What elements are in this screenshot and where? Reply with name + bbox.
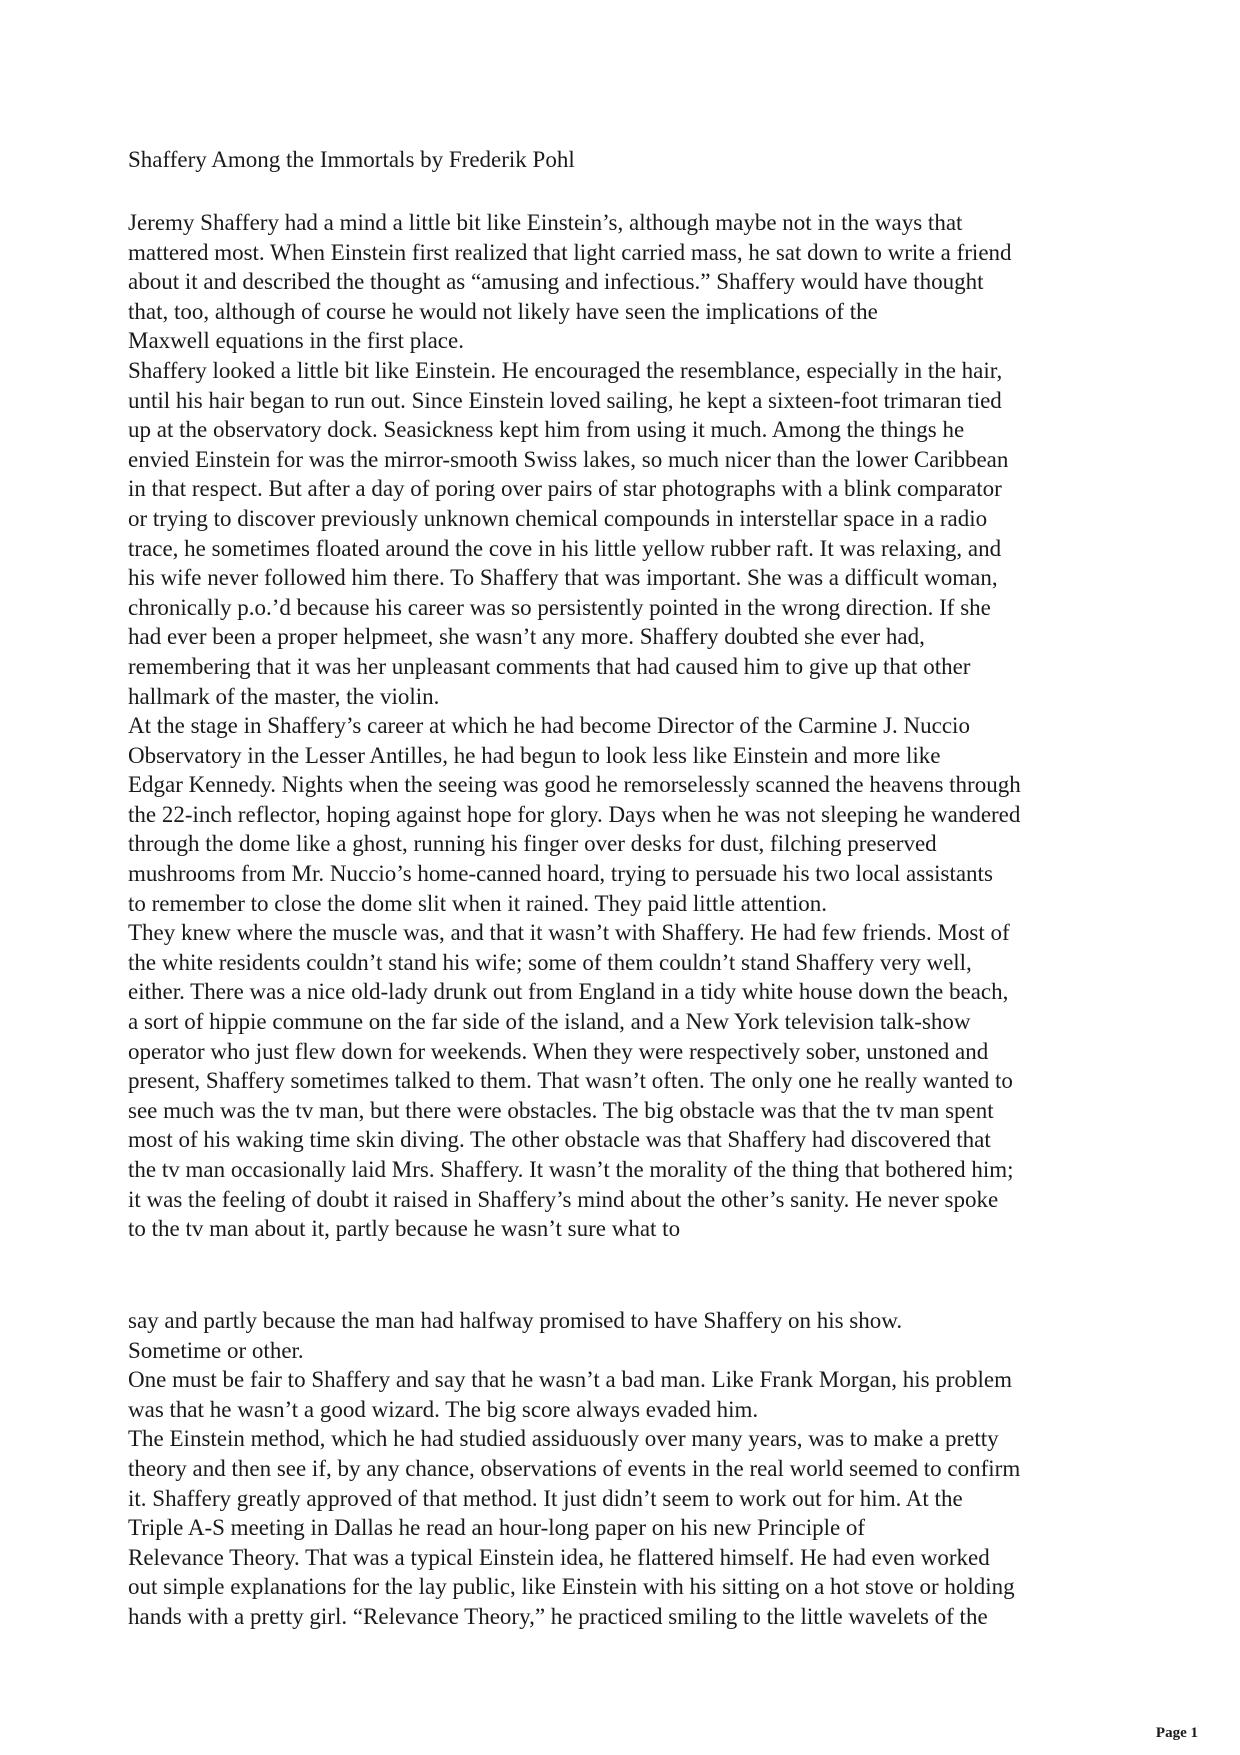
text-line: most of his waking time skin diving. The other obstacle was that Shaffery had discovered that bbox=[128, 1127, 991, 1153]
text-line: it. Shaffery greatly approved of that method. It just didn’t seem to work out for him. At the bbox=[128, 1485, 963, 1511]
text-line: Maxwell equations in the first place. bbox=[128, 328, 464, 354]
text-line: see much was the tv man, but there were obstacles. The big obstacle was that the tv man spent bbox=[128, 1097, 994, 1123]
text-line: to the tv man about it, partly because he wasn’t sure what to bbox=[128, 1216, 681, 1242]
text-line: that, too, although of course he would not likely have seen the implications of the bbox=[128, 298, 878, 324]
text-line: to remember to close the dome slit when it rained. They paid little attention. bbox=[128, 890, 827, 916]
text-line: the tv man occasionally laid Mrs. Shaffery. It wasn’t the morality of the thing that bothered him; bbox=[128, 1157, 1014, 1182]
text-line: Sometime or other. bbox=[128, 1337, 304, 1363]
text-line: either. There was a nice old-lady drunk out from England in a tidy white house down the beach, bbox=[128, 979, 1009, 1005]
text-line: At the stage in Shaffery’s career at which he had become Director of the Carmine J. Nuccio bbox=[128, 713, 970, 739]
text-line: had ever been a proper helpmeet, she wasn’t any more. Shaffery doubted she ever had, bbox=[128, 624, 925, 650]
text-line: Triple A-S meeting in Dallas he read an hour-long paper on his new Principle of bbox=[128, 1515, 866, 1541]
text-line: remembering that it was her unpleasant comments that had caused him to give up that other bbox=[128, 653, 971, 679]
text-line: theory and then see if, by any chance, observations of events in the real world seemed to confirm bbox=[128, 1455, 1021, 1481]
text-line: in that respect. But after a day of poring over pairs of star photographs with a blink comparator bbox=[128, 476, 1002, 502]
text-line: until his hair began to run out. Since Einstein loved sailing, he kept a sixteen-foot trimaran tied bbox=[128, 387, 1002, 413]
text-line: his wife never followed him there. To Shaffery that was important. She was a difficult woman, bbox=[128, 565, 998, 591]
text-line: envied Einstein for was the mirror-smooth Swiss lakes, so much nicer than the lower Caribbean bbox=[128, 446, 1009, 472]
text-line: present, Shaffery sometimes talked to them. That wasn’t often. The only one he really wanted to bbox=[128, 1068, 1013, 1094]
text-line: hands with a pretty girl. “Relevance Theory,” he practiced smiling to the little wavelets of the bbox=[128, 1603, 988, 1629]
text-line: Relevance Theory. That was a typical Einstein idea, he flattered himself. He had even worked bbox=[128, 1544, 990, 1570]
body-text-block-1 bbox=[128, 208, 1128, 1244]
text-line: was that he wasn’t a good wizard. The big score always evaded him. bbox=[128, 1396, 759, 1422]
text-line: They knew where the muscle was, and that it wasn’t with Shaffery. He had few friends. Most of bbox=[128, 920, 1010, 946]
text-line: The Einstein method, which he had studied assiduously over many years, was to make a pretty bbox=[128, 1426, 999, 1452]
page-number: Page 1 bbox=[1155, 1725, 1198, 1741]
text-line: hallmark of the master, the violin. bbox=[128, 683, 440, 709]
text-line: Observatory in the Lesser Antilles, he had begun to look less like Einstein and more like bbox=[128, 742, 941, 768]
text-line: One must be fair to Shaffery and say that he wasn’t a bad man. Like Frank Morgan, his problem bbox=[128, 1367, 1013, 1393]
text-line: Shaffery looked a little bit like Einstein. He encouraged the resemblance, especially in the hair, bbox=[128, 357, 1003, 383]
text-line: about it and described the thought as “amusing and infectious.” Shaffery would have thought bbox=[128, 269, 984, 295]
text-line: it was the feeling of doubt it raised in Shaffery’s mind about the other’s sanity. He never spoke bbox=[128, 1186, 999, 1212]
text-line: trace, he sometimes floated around the cove in his little yellow rubber raft. It was relaxing, and bbox=[128, 535, 1002, 561]
text-line: Edgar Kennedy. Nights when the seeing was good he remorselessly scanned the heavens through bbox=[128, 772, 1021, 798]
text-line: through the dome like a ghost, running his finger over desks for dust, filching preserved bbox=[128, 831, 937, 857]
text-line: the 22-inch reflector, hoping against hope for glory. Days when he was not sleeping he wandered bbox=[128, 801, 1021, 827]
text-line: the white residents couldn’t stand his wife; some of them couldn’t stand Shaffery very well, bbox=[128, 949, 972, 975]
text-line: say and partly because the man had halfway promised to have Shaffery on his show. bbox=[128, 1308, 903, 1333]
document-title-block bbox=[128, 145, 1128, 175]
text-line: mattered most. When Einstein first realized that light carried mass, he sat down to write a friend bbox=[128, 239, 1012, 265]
text-line: up at the observatory dock. Seasickness kept him from using it much. Among the things he bbox=[128, 417, 965, 443]
text-line: chronically p.o.’d because his career was so persistently pointed in the wrong direction. If she bbox=[128, 594, 991, 620]
text-line: a sort of hippie commune on the far side of the island, and a New York television talk-show bbox=[128, 1009, 971, 1035]
text-line: operator who just flew down for weekends. When they were respectively sober, unstoned and bbox=[128, 1038, 989, 1064]
body-text-block-2 bbox=[128, 1306, 1128, 1632]
text-line: Jeremy Shaffery had a mind a little bit like Einstein’s, although maybe not in the ways that bbox=[128, 210, 963, 235]
text-line: out simple explanations for the lay public, like Einstein with his sitting on a hot stove or holding bbox=[128, 1574, 1015, 1600]
document-title: Shaffery Among the Immortals by Frederik Pohl bbox=[128, 147, 575, 172]
text-line: mushrooms from Mr. Nuccio’s home-canned hoard, trying to persuade his two local assistants bbox=[128, 861, 993, 887]
text-line: or trying to discover previously unknown chemical compounds in interstellar space in a radio bbox=[128, 505, 988, 531]
